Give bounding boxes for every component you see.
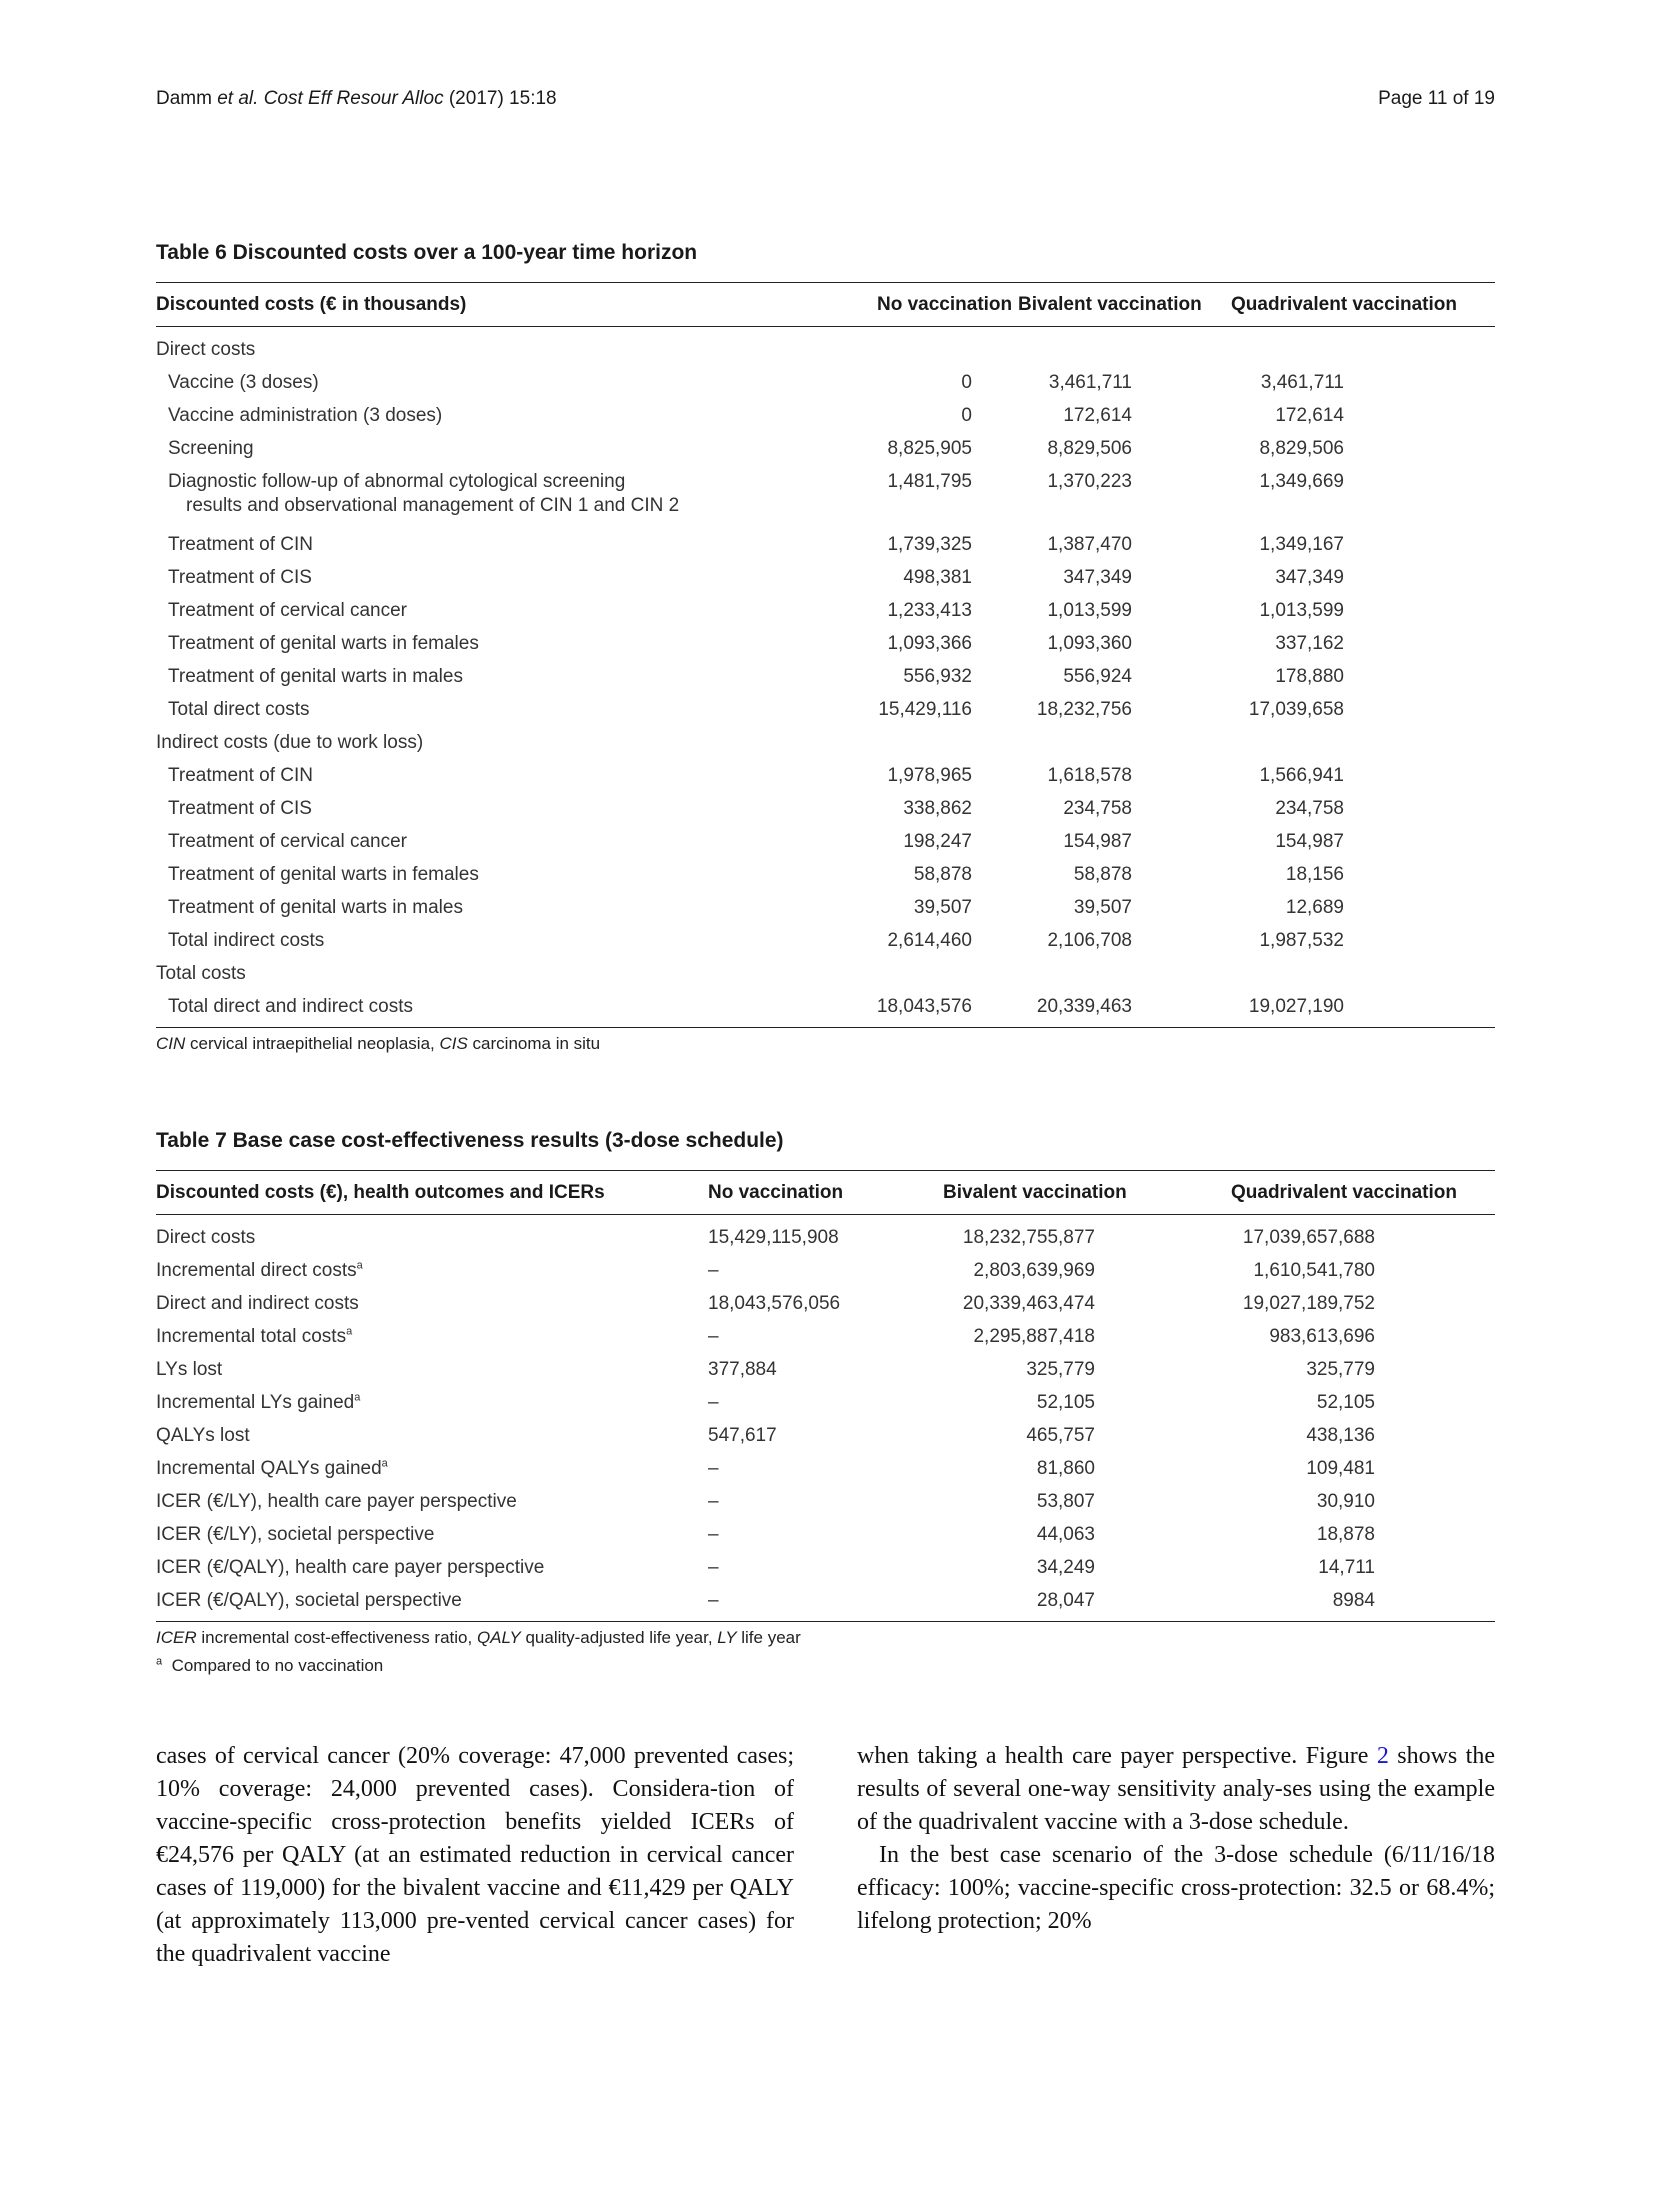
row-label: ICER (€/LY), health care payer perspective	[156, 1491, 517, 1512]
citation: Damm et al. Cost Eff Resour Alloc (2017) 15:18	[156, 88, 557, 109]
footnote-marker: a	[354, 1391, 361, 1404]
table-row	[156, 594, 1495, 627]
row-label: Treatment of CIS	[168, 567, 312, 588]
table-cell: 154,987	[1275, 831, 1344, 852]
table-cell: 556,924	[1063, 666, 1132, 687]
table-7-note-a: $^a$ Compared to no vaccination	[156, 1655, 384, 1675]
row-label: Treatment of cervical cancer	[168, 600, 407, 621]
table-cell: 1,349,669	[1259, 471, 1344, 492]
row-label: Treatment of genital warts in males	[168, 897, 463, 918]
table-cell: 81,860	[1036, 1458, 1095, 1479]
column-header: Discounted costs (€), health outcomes and ICERs	[156, 1181, 605, 1203]
row-label: Vaccine administration (3 doses)	[168, 405, 443, 426]
table-row	[156, 660, 1495, 693]
table-row	[156, 1353, 1495, 1386]
table-cell: 2,614,460	[887, 930, 972, 951]
row-label: Total direct and indirect costs	[168, 996, 414, 1017]
table-row	[156, 1386, 1495, 1419]
table-cell: 1,370,223	[1047, 471, 1132, 492]
row-label: Incremental QALYs gained$^a$	[156, 1457, 388, 1479]
table-cell: 109,481	[1306, 1458, 1375, 1479]
row-label: LYs lost	[156, 1359, 223, 1380]
left-column	[156, 1740, 794, 1971]
row-label: Treatment of cervical cancer	[168, 831, 407, 852]
table-cell: 1,618,578	[1047, 765, 1132, 786]
table-cell: 1,013,599	[1047, 600, 1132, 621]
table-cell: 1,349,167	[1259, 534, 1344, 555]
table-cell: 58,878	[1073, 864, 1132, 885]
table-cell: 498,381	[903, 567, 972, 588]
section-row	[156, 726, 1495, 759]
table-cell: 39,507	[913, 897, 972, 918]
table-row	[156, 366, 1495, 399]
row-label: Vaccine (3 doses)	[168, 372, 319, 393]
table-cell: –	[708, 1557, 719, 1578]
table-cell: –	[708, 1326, 719, 1347]
footnote-marker: a	[346, 1325, 353, 1338]
table-cell: 18,232,756	[1036, 699, 1132, 720]
table-7-title: Table 7 Base case cost-effectiveness results (3-dose schedule)	[156, 1129, 784, 1152]
table-row	[156, 825, 1495, 858]
table-cell: 1,387,470	[1047, 534, 1132, 555]
table-cell: 178,880	[1275, 666, 1344, 687]
row-label: Treatment of CIN	[168, 534, 314, 555]
table-cell: 1,566,941	[1259, 765, 1344, 786]
table-row	[156, 528, 1495, 561]
table-cell: 58,878	[913, 864, 972, 885]
table-cell: 18,232,755,877	[962, 1227, 1095, 1248]
table-cell: 198,247	[903, 831, 972, 852]
table-7-footnote: ICER incremental cost-effectiveness ratio, QALY quality-adjusted life year, LY life year	[156, 1628, 801, 1647]
table-cell: –	[708, 1260, 719, 1281]
row-label: Total indirect costs	[168, 930, 325, 951]
table-row	[156, 1551, 1495, 1584]
table-7-header	[156, 1171, 1495, 1214]
row-label: Direct costs	[156, 1227, 256, 1248]
column-header: Discounted costs (€ in thousands)	[156, 293, 467, 315]
row-label: ICER (€/QALY), societal perspective	[156, 1590, 462, 1611]
table-row	[156, 1287, 1495, 1320]
table-row	[156, 561, 1495, 594]
table-row	[156, 858, 1495, 891]
row-label: Total costs	[156, 963, 246, 984]
table-row	[156, 1221, 1495, 1254]
row-label: Direct costs	[156, 339, 256, 360]
table-cell: 325,779	[1026, 1359, 1095, 1380]
row-label: Diagnostic follow-up of abnormal cytological screening results and observational management of CIN 1 and CIN 2	[168, 471, 680, 516]
table-cell: 338,862	[903, 798, 972, 819]
table-cell: 1,481,795	[887, 471, 972, 492]
table-row	[156, 1320, 1495, 1353]
table-cell: 8,829,506	[1047, 438, 1132, 459]
table-cell: 34,249	[1036, 1557, 1095, 1578]
table-cell: 18,156	[1285, 864, 1344, 885]
table-cell: 15,429,116	[878, 699, 972, 720]
table-cell: 1,233,413	[887, 600, 972, 621]
table-cell: 39,507	[1073, 897, 1132, 918]
table-cell: 19,027,190	[1248, 996, 1344, 1017]
table-cell: 172,614	[1275, 405, 1344, 426]
table-bottom-rule	[156, 1027, 1495, 1028]
table-cell: 1,093,366	[887, 633, 972, 654]
table-cell: 52,105	[1316, 1392, 1375, 1413]
table-cell: 234,758	[1275, 798, 1344, 819]
table-row	[156, 1584, 1495, 1617]
table-cell: 53,807	[1036, 1491, 1095, 1512]
row-label: Incremental total costs$^a$	[156, 1325, 353, 1347]
table-row	[156, 1419, 1495, 1452]
table-6-footnote: CIN cervical intraepithelial neoplasia, CIS carcinoma in situ	[156, 1034, 601, 1053]
table-row	[156, 990, 1495, 1023]
table-cell: –	[708, 1458, 719, 1479]
table-cell: 547,617	[708, 1425, 777, 1446]
table-row	[156, 924, 1495, 957]
table-cell: 1,013,599	[1259, 600, 1344, 621]
table-6-title: Table 6 Discounted costs over a 100-year time horizon	[156, 241, 698, 264]
table-cell: 465,757	[1026, 1425, 1095, 1446]
table-cell: 2,295,887,418	[973, 1326, 1095, 1347]
table-cell: 3,461,711	[1048, 372, 1132, 393]
table-cell: 1,610,541,780	[1253, 1260, 1375, 1281]
table-cell: –	[708, 1524, 719, 1545]
table-cell: 347,349	[1063, 567, 1132, 588]
table-cell: 1,093,360	[1047, 633, 1132, 654]
column-header: Bivalent vaccination	[1018, 293, 1202, 315]
column-header: Quadrivalent vaccination	[1231, 1181, 1457, 1203]
table-cell: 1,978,965	[887, 765, 972, 786]
table-row	[156, 1254, 1495, 1287]
table-cell: 438,136	[1306, 1425, 1375, 1446]
row-label: Total direct costs	[168, 699, 310, 720]
table-cell: 983,613,696	[1269, 1326, 1375, 1347]
table-cell: 19,027,189,752	[1242, 1293, 1375, 1314]
table-row	[156, 1518, 1495, 1551]
table-cell: 18,043,576,056	[708, 1293, 841, 1314]
table-cell: 8,829,506	[1259, 438, 1344, 459]
row-label: Treatment of genital warts in females	[168, 633, 479, 654]
table-cell: 1,739,325	[887, 534, 972, 555]
table-row	[156, 792, 1495, 825]
table-cell: 8,825,905	[887, 438, 972, 459]
footnote-marker: a	[356, 1259, 363, 1272]
table-cell: 52,105	[1036, 1392, 1095, 1413]
table-cell: 30,910	[1316, 1491, 1375, 1512]
table-cell: 0	[961, 372, 972, 393]
table-cell: 556,932	[903, 666, 972, 687]
row-label: Direct and indirect costs	[156, 1293, 359, 1314]
table-row	[156, 1485, 1495, 1518]
row-label: Treatment of genital warts in males	[168, 666, 463, 687]
table-cell: 3,461,711	[1260, 372, 1344, 393]
table-cell: 8984	[1332, 1590, 1375, 1611]
row-label: ICER (€/LY), societal perspective	[156, 1524, 435, 1545]
table-cell: 154,987	[1063, 831, 1132, 852]
paragraph: when taking a health care payer perspective. Figure 2 shows the results of several one-way sensitivity analy-ses using the example of the quadrivalent vaccine with a 3-dose schedule.	[857, 1743, 1495, 1835]
table-row	[156, 465, 1495, 528]
row-label: Screening	[168, 438, 254, 459]
column-header: No vaccination	[877, 293, 1013, 315]
section-row	[156, 333, 1495, 366]
table-cell: 20,339,463	[1036, 996, 1132, 1017]
table-cell: 44,063	[1036, 1524, 1095, 1545]
table-cell: –	[708, 1590, 719, 1611]
table-cell: 347,349	[1275, 567, 1344, 588]
row-label: QALYs lost	[156, 1425, 250, 1446]
column-header: Bivalent vaccination	[943, 1181, 1127, 1203]
table-cell: 2,106,708	[1047, 930, 1132, 951]
table-bottom-rule	[156, 1621, 1495, 1622]
column-header: No vaccination	[708, 1181, 844, 1203]
table-6-header	[156, 283, 1495, 326]
table-row	[156, 399, 1495, 432]
paragraph: In the best case scenario of the 3-dose schedule (6/11/16/18 efficacy: 100%; vaccine-specific cross-protection: 32.5 or 68.4%; lifelong protection; 20%	[857, 1842, 1495, 1934]
table-6	[156, 238, 1495, 1054]
table-cell: –	[708, 1392, 719, 1413]
table-cell: 14,711	[1318, 1557, 1375, 1578]
table-cell: 0	[961, 405, 972, 426]
table-cell: 2,803,639,969	[973, 1260, 1095, 1281]
footnote-marker: a	[381, 1457, 388, 1470]
table-row	[156, 693, 1495, 726]
table-row	[156, 1452, 1495, 1485]
row-label: Treatment of CIS	[168, 798, 312, 819]
table-cell: 12,689	[1285, 897, 1344, 918]
column-header: Quadrivalent vaccination	[1231, 293, 1457, 315]
table-cell: 234,758	[1063, 798, 1132, 819]
figure-2-link[interactable]: 2	[1376, 1743, 1389, 1769]
row-label: Incremental direct costs$^a$	[156, 1259, 363, 1281]
table-cell: 20,339,463,474	[962, 1293, 1095, 1314]
right-column	[857, 1740, 1495, 1971]
table-6-body	[156, 327, 1495, 1027]
table-cell: 15,429,115,908	[708, 1227, 839, 1248]
table-cell: 377,884	[708, 1359, 777, 1380]
table-7-body	[156, 1215, 1495, 1621]
table-cell: –	[708, 1491, 719, 1512]
table-7	[156, 1126, 1495, 1676]
page-number: Page 11 of 19	[1378, 88, 1495, 109]
table-cell: 17,039,658	[1248, 699, 1344, 720]
paragraph: cases of cervical cancer (20% coverage: 47,000 prevented cases; 10% coverage: 24,000 prevented cases). Considera-tion of vaccine-specific cross-protection benefits yielded ICERs of €24,576 per QALY (at an estimated reduction in cervical cancer cases of 119,000) for the bivalent vaccine and €11,429 per QALY (at approximately 113,000 pre-vented cervical cancer cases) for the quadrivalent vaccine	[156, 1743, 794, 1967]
row-label: Indirect costs (due to work loss)	[156, 732, 424, 753]
table-row	[156, 627, 1495, 660]
table-row	[156, 759, 1495, 792]
row-label: ICER (€/QALY), health care payer perspective	[156, 1557, 545, 1578]
body-text	[156, 1740, 1495, 1971]
table-cell: 18,043,576	[876, 996, 972, 1017]
table-cell: 18,878	[1316, 1524, 1375, 1545]
section-row	[156, 957, 1495, 990]
table-row	[156, 891, 1495, 924]
running-head	[156, 88, 1495, 110]
table-cell: 28,047	[1036, 1590, 1095, 1611]
row-label: Incremental LYs gained$^a$	[156, 1391, 361, 1413]
table-cell: 337,162	[1275, 633, 1344, 654]
row-label: Treatment of CIN	[168, 765, 314, 786]
table-cell: 172,614	[1063, 405, 1132, 426]
table-cell: 1,987,532	[1259, 930, 1344, 951]
row-label: Treatment of genital warts in females	[168, 864, 479, 885]
table-row	[156, 432, 1495, 465]
table-cell: 325,779	[1306, 1359, 1375, 1380]
table-cell: 17,039,657,688	[1242, 1227, 1375, 1248]
